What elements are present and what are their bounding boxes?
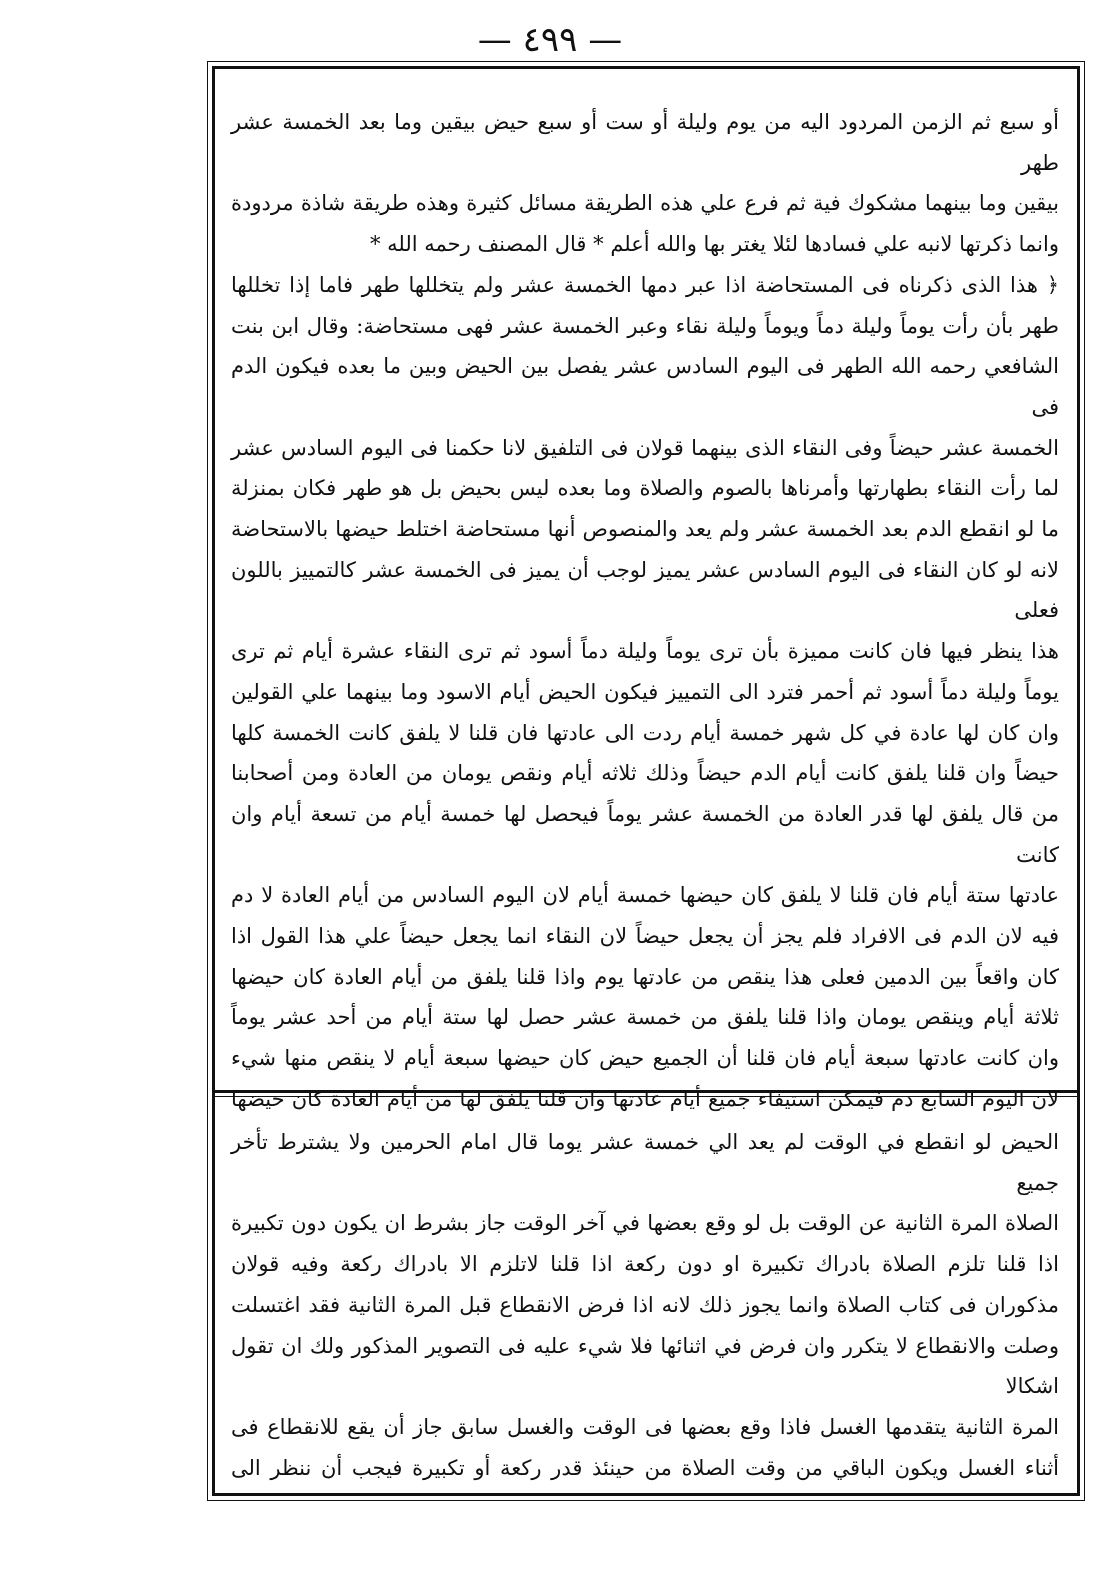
main-text-line: يوماً وليلة دماً أسود ثم أحمر فترد الى التمييز فيكون الحيض أيام الاسود وما بينهما علي القولين (231, 679, 1059, 704)
main-text-line: ثلاثة أيام وينقص يومان واذا قلنا يلفق من خمسة عشر حصل لها ستة أيام من أحد عشر يوماً (231, 1005, 1059, 1030)
main-text-line: من قال يلفق لها قدر العادة من الخمسة عشر يوماً فيحصل لها خمسة أيام من تسعة أيام وان كانت (231, 801, 1059, 867)
section-divider (215, 1090, 1077, 1093)
page-number: — ٤٩٩ — (477, 20, 623, 60)
main-text-line: كان واقعاً بين الدمين فعلى هذا ينقص من عادتها يوم واذا قلنا يلفق من أيام العادة كان حيضها (231, 964, 1059, 989)
commentary-text-line: أثناء الغسل ويكون الباقي من وقت الصلاة من حينئذ قدر ركعة أو تكبيرة فيجب أن ننظر الى (231, 1455, 1059, 1480)
main-text-line: أو سبع ثم الزمن المردود اليه من يوم وليلة أو ست أو سبع حيض بيقين وما بعد الخمسة عشر طهر (231, 110, 1059, 175)
commentary-text-line: الصلاة المرة الثانية عن الوقت بل لو وقع بعضها في آخر الوقت جاز بشرط ان يكون دون تكبيرة (231, 1211, 1059, 1236)
main-text-line: طهر بأن رأت يوماً وليلة دماً ويوماً وليلة نقاء وعبر الخمسة عشر فهى مستحاضة: وقال ابن بنت (231, 313, 1059, 338)
commentary-text-line: وصلت والانقطاع لا يتكرر وان فرض في اثنائها فلا شيء عليه فى التصوير المذكور ولك ان تقول اشكالا (231, 1333, 1059, 1399)
main-text-line: هذا ينظر فيها فان كانت مميزة بأن ترى يوماً وليلة دماً أسود ثم ترى النقاء عشرة أيام ثم ترى (231, 639, 1059, 664)
main-text-line: ما لو انقطع الدم بعد الخمسة عشر ولم يعد والمنصوص أنها مستحاضة اختلط حيضها بالاستحاضة (231, 517, 1059, 542)
commentary-text-block (231, 1122, 1059, 1488)
commentary-text-line: المرة الثانية يتقدمها الغسل فاذا وقع بعضها فى الوقت والغسل سابق جاز أن يقع للانقطاع فى (231, 1414, 1059, 1439)
commentary-text-line: الحيض لو انقطع في الوقت لم يعد الي خمسة عشر يوما قال امام الحرمين ولا يشترط تأخر جميع (231, 1130, 1059, 1195)
main-text-line: فيه لان الدم فى الافراد فلم يجز أن يجعل حيضاً لان النقاء انما يجعل حيضاً علي هذا القول اذا (231, 924, 1059, 949)
main-text-line: الشافعي رحمه الله الطهر فى اليوم السادس عشر يفصل بين الحيض وبين ما بعده فيكون الدم فى (231, 354, 1059, 419)
main-text-line: لما رأت النقاء بطهارتها وأمرناها بالصوم والصلاة وما بعده ليس بحيض بل هو طهر فكان بمنزلة (231, 476, 1059, 501)
page-frame (212, 66, 1080, 1496)
main-text-line: وان كانت عادتها سبعة أيام فان قلنا أن الجميع حيض كان حيضها سبعة أيام لا ينقص منها شيء (231, 1046, 1059, 1071)
section-divider-thin (215, 1096, 1077, 1097)
main-text-line: بيقين وما بينهما مشكوك فية ثم فرع علي هذه الطريقة مسائل كثيرة وهذه طريقة شاذة مردودة (231, 191, 1059, 216)
commentary-text-line: اذا قلنا تلزم الصلاة بادراك تكبيرة او دون ركعة اذا قلنا لاتلزم الا بادراك ركعة وفيه قولان (231, 1252, 1059, 1277)
main-text-line: عادتها ستة أيام فان قلنا لا يلفق كان حيضها خمسة أيام لان اليوم السادس من أيام العادة لا دم (231, 883, 1059, 908)
main-text-block (231, 102, 1059, 1120)
main-text-line: وان كان لها عادة في كل شهر خمسة أيام ردت الى عادتها فان قلنا لا يلفق كانت الخمسة كلها (231, 720, 1059, 745)
main-text-line: ﴿ هذا الذى ذكرناه فى المستحاضة اذا عبر دمها الخمسة عشر ولم يتخللها طهر فاما إذا تخللها (231, 272, 1059, 297)
main-text-line: لان اليوم السابع دم فيمكن استيفاء جميع أيام عادتها وان قلنا يلفق لها من أيام العادة كان حيضها (231, 1086, 1059, 1111)
main-text-line: لانه لو كان النقاء فى اليوم السادس عشر يميز لوجب أن يميز فى الخمسة عشر كالتمييز باللون فعلى (231, 557, 1059, 623)
commentary-text-line: مذكوران فى كتاب الصلاة وانما يجوز ذلك لانه اذا فرض الانقطاع قبل المرة الثانية فقد اغتسلت (231, 1292, 1059, 1317)
main-text-line: الخمسة عشر حيضاً وفى النقاء الذى بينهما قولان فى التلفيق لانا حكمنا فى اليوم السادس عشر (231, 435, 1059, 460)
main-text-line: وانما ذكرتها لانبه علي فسادها لئلا يغتر بها والله أعلم * قال المصنف رحمه الله * (369, 232, 1059, 257)
main-text-line: حيضاً وان قلنا يلفق كانت أيام الدم حيضاً وذلك ثلاثه أيام ونقص يومان من العادة ومن أصحابنا (231, 761, 1059, 786)
